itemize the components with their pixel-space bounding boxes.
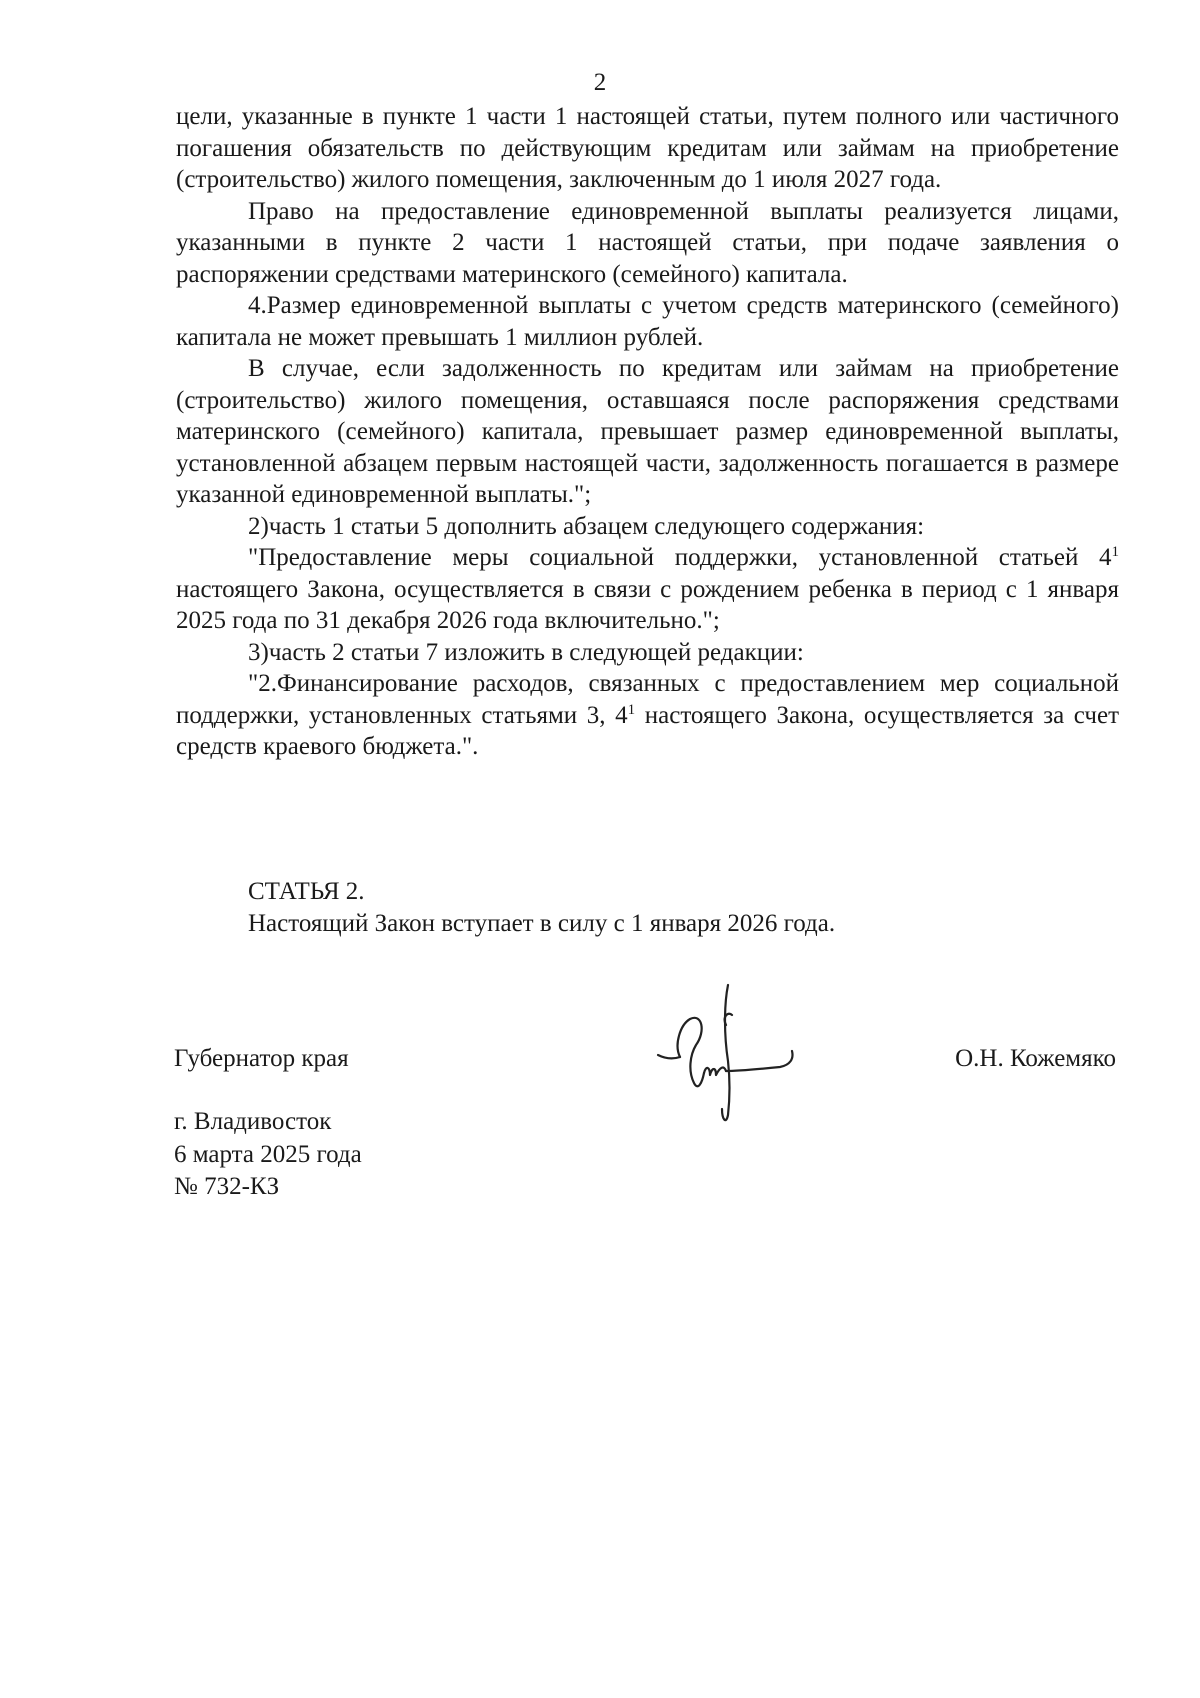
law-number: № 732-КЗ [174, 1173, 280, 1200]
superscript: 1 [1111, 544, 1119, 560]
superscript: 1 [627, 701, 636, 718]
signing-date: 6 марта 2025 года [174, 1140, 362, 1168]
law-paragraph [176, 353, 1119, 511]
paragraph-text: настоящего Закона, осуществляется за счет средств краевого бюджета.". [176, 701, 1119, 760]
paragraph-text: 2)часть 1 статьи 5 дополнить абзацем следующего содержания: [248, 512, 925, 540]
governor-title: Губернатор края [174, 1045, 349, 1072]
page-number: 2 [593, 69, 607, 96]
law-paragraph [176, 637, 1119, 669]
article-text: Настоящий Закон вступает в силу с 1 января 2026 года. [248, 910, 836, 937]
handwritten-signature [650, 975, 820, 1125]
law-text-body [176, 101, 1119, 763]
paragraph-text: настоящего Закона, осуществляется в связи с рождением ребенка в период с 1 января 2025 года по 31 декабря 2026 года включительно."; [176, 575, 1119, 634]
law-paragraph [176, 290, 1119, 353]
paragraph-text: "2.Финансирование расходов, связанных с предоставлением мер социальной поддержки, установленных статьями 3, 4 [176, 670, 1119, 729]
city: г. Владивосток [174, 1108, 332, 1135]
article-2 [248, 876, 1120, 940]
law-paragraph [176, 196, 1119, 291]
law-paragraph [176, 101, 1119, 196]
paragraph-text: В случае, если задолженность по кредитам или займам на приобретение (строительство) жилого помещения, оставшаяся после распоряжения средствами материнского (семейного) капитала, превышает размер единовременной выплаты, установленной абзацем первым настоящей части, задолженность погашается в размере указанной единовременной выплаты."; [176, 355, 1119, 508]
law-paragraph [176, 542, 1119, 637]
paragraph-text: 3)часть 2 статьи 7 изложить в следующей редакции: [248, 638, 804, 666]
paragraph-text: "Предоставление меры социальной поддержки, установленной статьей 4 [248, 544, 1112, 571]
paragraph-text: 4.Размер единовременной выплаты с учетом средств материнского (семейного) капитала не может превышать 1 миллион рублей. [176, 292, 1119, 351]
law-paragraph [176, 511, 1119, 543]
paragraph-text: цели, указанные в пункте 1 части 1 настоящей статьи, путем полного или частичного погашения обязательств по действующим кредитам или займам на приобретение (строительство) жилого помещения, заключенным до 1 июля 2027 года. [176, 103, 1119, 193]
paragraph-text: Право на предоставление единовременной выплаты реализуется лицами, указанными в пункте 2 части 1 настоящей статьи, при подаче заявления о распоряжении средствами материнского (семейного) капитала. [176, 197, 1119, 288]
article-heading: СТАТЬЯ 2. [248, 878, 365, 905]
governor-name: О.Н. Кожемяко [955, 1045, 1116, 1072]
law-paragraph [176, 668, 1119, 763]
place-date-block [174, 1106, 362, 1204]
